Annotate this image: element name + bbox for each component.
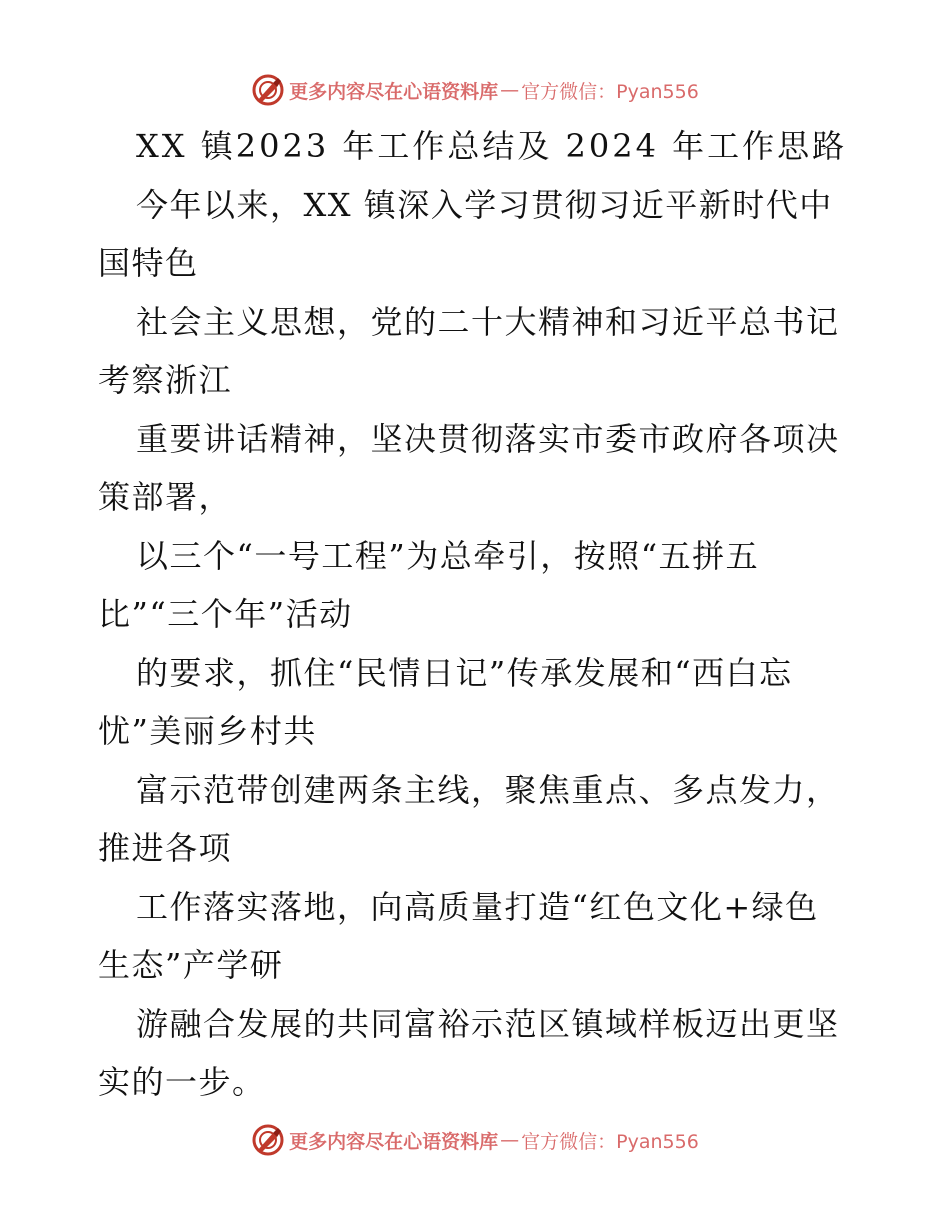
pen-logo-icon [251, 1123, 285, 1157]
paragraph-line: 以三个“一号工程”为总牵引，按照“五拼五 [136, 536, 760, 575]
paragraph-line: 推进各项 [98, 829, 233, 867]
paragraph-line: 忧”美丽乡村共 [98, 712, 317, 750]
paragraph-line: 重要讲话精神，坚决贯彻落实市委市政府各项决 [136, 419, 840, 458]
paragraph-line: 比”“三个年”活动 [98, 595, 353, 633]
watermark-dash: — [500, 79, 520, 101]
paragraph-line: 富示范带创建两条主线，聚焦重点、多点发力， [136, 770, 840, 809]
paragraph-line: 策部署， [98, 478, 233, 516]
paragraph-line: 游融合发展的共同富裕示范区镇域样板迈出更坚 [136, 1004, 840, 1043]
paragraph-line: 国特色 [98, 244, 199, 282]
watermark-dash: — [500, 1129, 520, 1151]
paragraph-line: 的要求，抓住“民情日记”传承发展和“西白忘 [136, 653, 793, 692]
watermark-brand-text: 更多内容尽在心语资料库 [289, 80, 499, 103]
paragraph-line: 社会主义思想，党的二十大精神和习近平总书记 [136, 302, 840, 341]
paragraph-line: 工作落实落地，向高质量打造“红色文化+绿色 [136, 887, 819, 926]
paragraph-line: 考察浙江 [98, 361, 233, 399]
paragraph-line: 今年以来，XX 镇深入学习贯彻习近平新时代中 [136, 185, 833, 224]
watermark-brand-text: 更多内容尽在心语资料库 [289, 1130, 499, 1153]
paragraph-line: 实的一步。 [98, 1063, 266, 1101]
watermark-wechat-text: 官方微信：Pyan556 [521, 1130, 699, 1153]
header-watermark [0, 70, 950, 110]
document-body [98, 117, 858, 1112]
watermark-wechat-text: 官方微信：Pyan556 [521, 80, 699, 103]
paragraph-line: 生态”产学研 [98, 946, 284, 984]
footer-watermark [0, 1120, 950, 1160]
document-title: XX 镇2023 年工作总结及 2024 年工作思路 [136, 127, 848, 165]
pen-logo-icon [251, 73, 285, 107]
